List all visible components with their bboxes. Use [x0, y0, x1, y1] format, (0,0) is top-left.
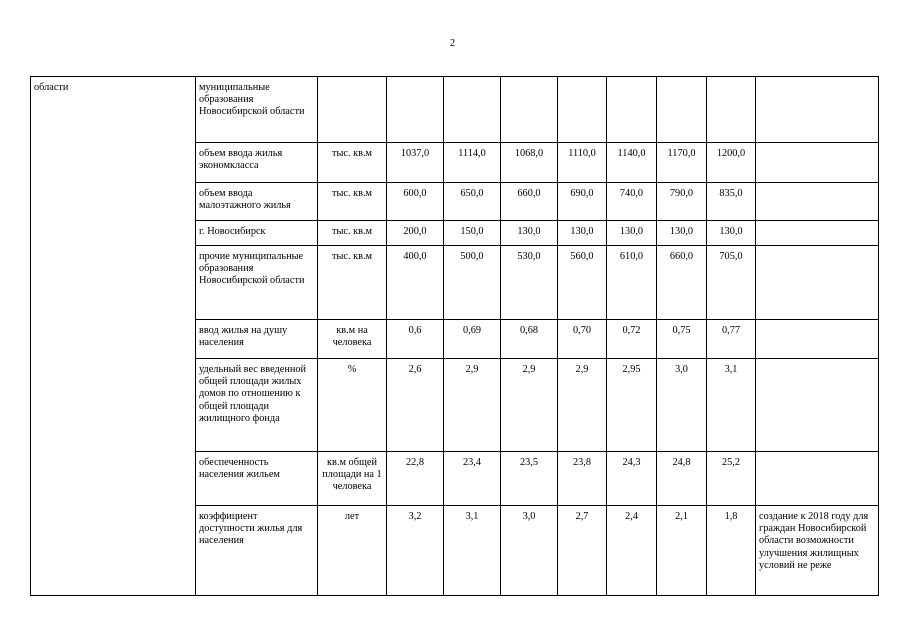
value-cell: [387, 77, 444, 143]
value-cell: 3,1: [707, 359, 756, 452]
value-cell: 23,5: [501, 452, 558, 506]
table-row: [31, 506, 879, 596]
value-cell: [657, 77, 707, 143]
region-cell: [31, 221, 196, 246]
note-cell: [756, 221, 879, 246]
indicator-cell: ввод жилья на душу населения: [196, 320, 318, 359]
unit-cell: кв.м общей площади на 1 человека: [318, 452, 387, 506]
value-cell: 150,0: [444, 221, 501, 246]
table-row: [31, 143, 879, 183]
value-cell: [444, 77, 501, 143]
value-cell: 0,70: [558, 320, 607, 359]
region-cell: [31, 320, 196, 359]
value-cell: 0,75: [657, 320, 707, 359]
table-row: [31, 452, 879, 506]
value-cell: 2,9: [501, 359, 558, 452]
note-cell: [756, 452, 879, 506]
value-cell: 200,0: [387, 221, 444, 246]
value-cell: 660,0: [657, 246, 707, 320]
unit-cell: лет: [318, 506, 387, 596]
value-cell: 0,72: [607, 320, 657, 359]
value-cell: 1110,0: [558, 143, 607, 183]
value-cell: 130,0: [558, 221, 607, 246]
value-cell: 23,4: [444, 452, 501, 506]
value-cell: 2,1: [657, 506, 707, 596]
table-row: [31, 320, 879, 359]
region-cell: [31, 246, 196, 320]
value-cell: 24,3: [607, 452, 657, 506]
table-row: [31, 246, 879, 320]
region-cell: [31, 452, 196, 506]
unit-cell: тыс. кв.м: [318, 246, 387, 320]
value-cell: 25,2: [707, 452, 756, 506]
indicators-table: [30, 76, 879, 596]
value-cell: 0,6: [387, 320, 444, 359]
unit-cell: кв.м на человека: [318, 320, 387, 359]
value-cell: 690,0: [558, 183, 607, 221]
unit-cell: тыс. кв.м: [318, 221, 387, 246]
table-row: [31, 77, 879, 143]
value-cell: 1200,0: [707, 143, 756, 183]
region-cell: [31, 143, 196, 183]
value-cell: 130,0: [657, 221, 707, 246]
value-cell: 650,0: [444, 183, 501, 221]
value-cell: [558, 77, 607, 143]
note-cell: [756, 359, 879, 452]
note-cell: [756, 246, 879, 320]
value-cell: 24,8: [657, 452, 707, 506]
value-cell: 2,6: [387, 359, 444, 452]
value-cell: 560,0: [558, 246, 607, 320]
value-cell: 3,0: [657, 359, 707, 452]
indicator-cell: прочие муниципальные образования Новосибирской области: [196, 246, 318, 320]
table-row: [31, 183, 879, 221]
value-cell: 530,0: [501, 246, 558, 320]
region-cell: [31, 506, 196, 596]
value-cell: 610,0: [607, 246, 657, 320]
note-cell: [756, 183, 879, 221]
value-cell: 22,8: [387, 452, 444, 506]
value-cell: 1114,0: [444, 143, 501, 183]
indicator-cell: объем ввода малоэтажного жилья: [196, 183, 318, 221]
value-cell: 2,95: [607, 359, 657, 452]
value-cell: [707, 77, 756, 143]
value-cell: 1037,0: [387, 143, 444, 183]
value-cell: 1068,0: [501, 143, 558, 183]
unit-cell: %: [318, 359, 387, 452]
value-cell: 2,4: [607, 506, 657, 596]
value-cell: 2,9: [444, 359, 501, 452]
value-cell: 3,1: [444, 506, 501, 596]
value-cell: 3,2: [387, 506, 444, 596]
indicator-cell: обеспеченность населения жильем: [196, 452, 318, 506]
indicator-cell: удельный вес введенной общей площади жилых домов по отношению к общей площади жилищного фонда: [196, 359, 318, 452]
value-cell: 1170,0: [657, 143, 707, 183]
value-cell: 3,0: [501, 506, 558, 596]
value-cell: [607, 77, 657, 143]
value-cell: 0,77: [707, 320, 756, 359]
indicator-cell: коэффициент доступности жилья для населения: [196, 506, 318, 596]
note-cell: создание к 2018 году для граждан Новосибирской области возможности улучшения жилищных условий не реже: [756, 506, 879, 596]
indicator-cell: объем ввода жилья экономкласса: [196, 143, 318, 183]
value-cell: 0,68: [501, 320, 558, 359]
value-cell: 130,0: [607, 221, 657, 246]
value-cell: 2,9: [558, 359, 607, 452]
table-row: [31, 221, 879, 246]
value-cell: [501, 77, 558, 143]
value-cell: 1140,0: [607, 143, 657, 183]
value-cell: 0,69: [444, 320, 501, 359]
unit-cell: тыс. кв.м: [318, 143, 387, 183]
value-cell: 400,0: [387, 246, 444, 320]
value-cell: 835,0: [707, 183, 756, 221]
note-cell: [756, 143, 879, 183]
region-cell: [31, 183, 196, 221]
value-cell: 130,0: [501, 221, 558, 246]
value-cell: 23,8: [558, 452, 607, 506]
note-cell: [756, 320, 879, 359]
region-cell: [31, 359, 196, 452]
unit-cell: тыс. кв.м: [318, 183, 387, 221]
value-cell: 500,0: [444, 246, 501, 320]
value-cell: 740,0: [607, 183, 657, 221]
value-cell: 1,8: [707, 506, 756, 596]
region-cell: области: [31, 77, 196, 143]
unit-cell: [318, 77, 387, 143]
value-cell: 600,0: [387, 183, 444, 221]
page-number: 2: [449, 38, 456, 49]
value-cell: 660,0: [501, 183, 558, 221]
value-cell: 2,7: [558, 506, 607, 596]
note-cell: [756, 77, 879, 143]
indicator-cell: муниципальные образования Новосибирской области: [196, 77, 318, 143]
value-cell: 790,0: [657, 183, 707, 221]
value-cell: 705,0: [707, 246, 756, 320]
value-cell: 130,0: [707, 221, 756, 246]
indicator-cell: г. Новосибирск: [196, 221, 318, 246]
table-row: [31, 359, 879, 452]
